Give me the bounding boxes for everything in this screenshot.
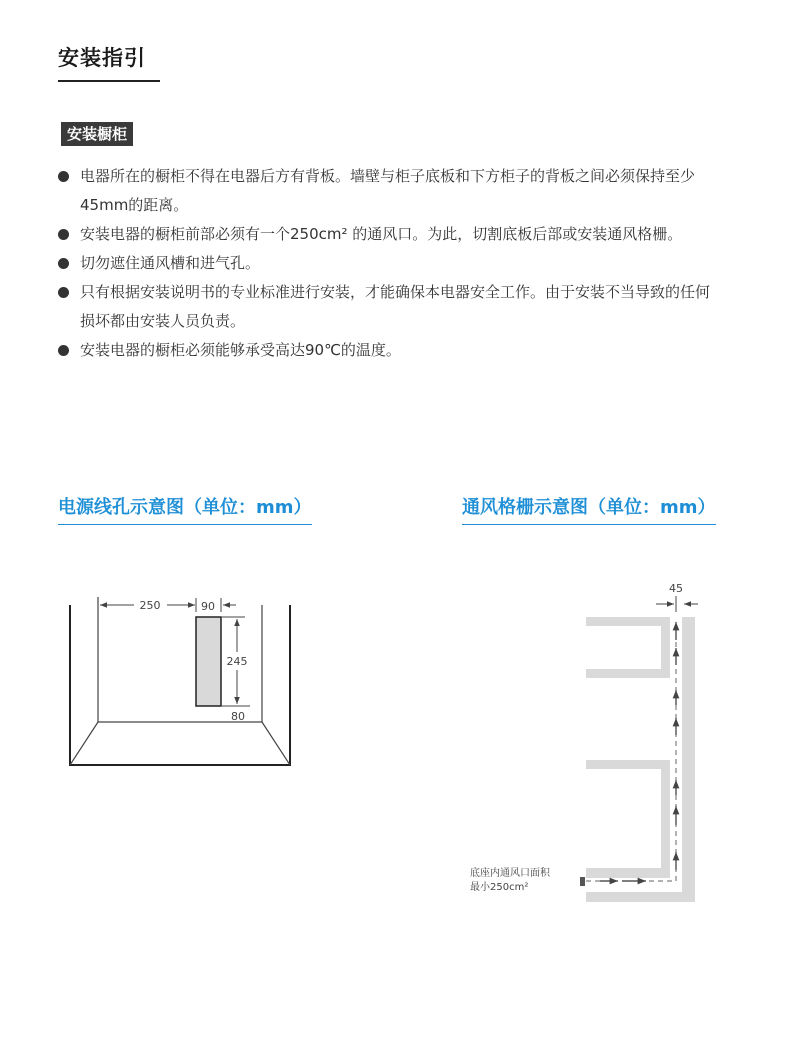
lower-shelf	[586, 760, 670, 878]
bullet-text: 电器所在的橱柜不得在电器后方有背板。墙壁与柜子底板和下方柜子的背板之间必须保持至少45mm的距离。	[80, 167, 696, 214]
cabinet-frame	[586, 617, 695, 902]
vent-grille-diagram	[470, 582, 698, 902]
dim-gap-label: 45	[669, 582, 683, 595]
bullet-text: 安装电器的橱柜前部必须有一个250cm² 的通风口。为此，切割底板后部或安装通风格栅。	[80, 225, 683, 243]
cable-hole-figure-title: 电源线孔示意图（单位：mm）	[58, 493, 312, 525]
bullet-text: 只有根据安装说明书的专业标准进行安装，才能确保本电器安全工作。由于安装不当导致的任何损坏都由安装人员负责。	[80, 283, 711, 330]
vent-opening-marker	[580, 877, 585, 886]
cable-hole-diagram	[70, 597, 290, 765]
section-badge: 安装橱柜	[61, 122, 133, 146]
dim-width-label: 250	[139, 599, 161, 612]
cable-hole	[196, 617, 221, 706]
bullet-text: 安装电器的橱柜必须能够承受高达90℃的温度。	[80, 341, 401, 359]
upper-shelf	[586, 617, 670, 678]
dim-height-label: 245	[226, 655, 248, 668]
dim-bottom-label: 80	[231, 710, 245, 723]
vent-caption-line1: 底座内通风口面积	[470, 868, 550, 879]
floor-edge-right	[262, 722, 290, 765]
floor-edge-left	[70, 722, 98, 765]
bullet-text: 切勿遮住通风槽和进气孔。	[80, 254, 261, 272]
vent-grille-figure-title: 通风格栅示意图（单位：mm）	[462, 493, 716, 525]
dim-hole-width-label: 90	[201, 600, 215, 613]
vent-caption-line2: 最小250cm²	[470, 882, 529, 893]
page-title: 安装指引	[58, 46, 146, 70]
cabinet-outline	[70, 605, 290, 765]
